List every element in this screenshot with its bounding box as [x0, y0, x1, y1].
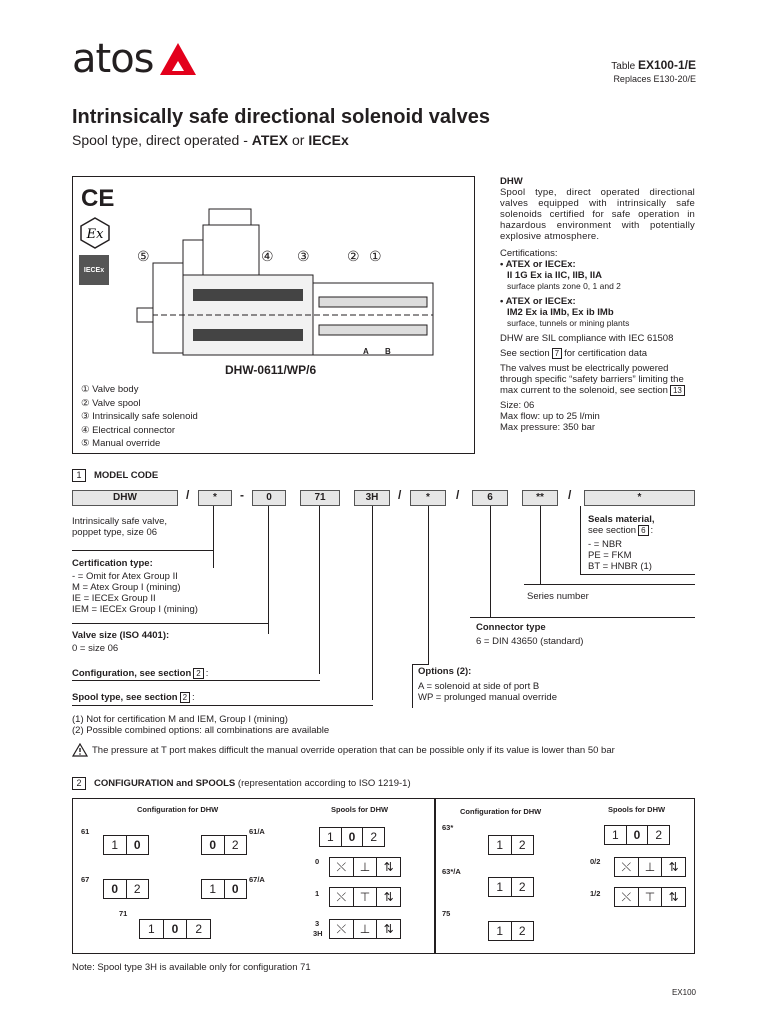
valve-size-value: 0 = size 06: [72, 643, 119, 654]
spool-symbol-0-2: [614, 857, 686, 877]
spool-label: 0: [315, 857, 320, 866]
table-prefix: Table: [611, 61, 636, 72]
subtitle-or: or: [288, 132, 309, 148]
sym-cell: 2: [133, 882, 141, 896]
section-heading: CONFIGURATION and SPOOLS: [94, 778, 236, 789]
config-label: 71: [119, 909, 128, 918]
sym-cell: 0: [202, 836, 225, 854]
section-1-header: [72, 469, 158, 482]
cert-type-title: Certification type:: [72, 558, 153, 569]
sym-cell: 2: [370, 830, 378, 844]
sym-cell: 2: [195, 922, 203, 936]
section-heading-note: (representation according to ISO 1219-1): [237, 778, 411, 789]
max-pressure-text: Max pressure: 350 bar: [500, 422, 596, 433]
sym-cell: 2: [518, 880, 526, 894]
sil-text: DHW are SIL compliance with IEC 61508: [500, 333, 674, 344]
seals-see: see section 6 :: [588, 525, 654, 536]
port-a: A: [363, 347, 369, 356]
ce-mark: CE: [81, 185, 115, 212]
sym-cell: ⤬: [330, 920, 354, 938]
connector-line: [428, 506, 429, 664]
sym-cell: ⊥: [354, 920, 378, 938]
sym-cell: 0: [627, 826, 649, 844]
code-box-size: 0: [252, 490, 286, 506]
section-2-header: [72, 777, 411, 790]
size-text: Size: 06: [500, 400, 535, 411]
code-box-seals: *: [584, 490, 695, 506]
sym-cell: ⤬: [330, 888, 354, 906]
config-label: 63*: [442, 823, 454, 832]
seals-item: - = NBR: [588, 539, 623, 550]
spool-symbol-0: [329, 857, 401, 877]
section-number: 2: [72, 777, 86, 790]
description: [500, 176, 695, 433]
valve-size-title: Valve size (ISO 4401):: [72, 630, 170, 641]
valve-size-block: [72, 630, 169, 654]
barriers-body: The valves must be electrically powered through specific “safety barriers” limiting the max current to the solenoid, see section: [500, 363, 684, 396]
config-box-left: [72, 798, 435, 954]
config-box-right: [435, 798, 695, 954]
subtitle-text: Spool type, direct operated -: [72, 132, 252, 148]
section-heading: MODEL CODE: [94, 470, 159, 481]
connector-block: [476, 622, 583, 647]
connector-line: [72, 680, 320, 681]
options-title: Options (2):: [418, 666, 472, 677]
seals-block: [588, 514, 655, 572]
cert-type-item: - = Omit for Atex Group II: [72, 571, 178, 582]
connector-line: [470, 617, 695, 618]
subtitle-iecex: IECEx: [308, 132, 349, 148]
legend-item: ④ Electrical connector: [81, 424, 176, 436]
connector-line: [372, 506, 373, 700]
cert-label: Certifications:: [500, 248, 558, 259]
connector-line: [319, 506, 320, 674]
connector-value: 6 = DIN 43650 (standard): [476, 636, 584, 647]
cert2-desc: surface, tunnels or mining plants: [507, 318, 630, 328]
replaces: Replaces E130-20/E: [613, 74, 696, 84]
code-separator: /: [186, 488, 190, 502]
section-ref[interactable]: 13: [670, 385, 685, 396]
sym-cell: 1: [104, 836, 127, 854]
sym-cell: 2: [231, 838, 239, 852]
code-separator: /: [456, 488, 460, 502]
options-block: [418, 666, 557, 703]
sym-cell: 1: [140, 920, 164, 938]
config-label: 67/A: [249, 875, 265, 884]
options-item: WP = prolunged manual override: [418, 692, 557, 703]
connector-line: [412, 664, 413, 708]
callout-5: ⑤: [137, 248, 150, 264]
sym-cell: 0: [342, 828, 364, 846]
sym-cell: ⊤: [354, 888, 378, 906]
callout-4: ④: [261, 248, 274, 264]
config-label: 61/A: [249, 827, 265, 836]
spool-symbol-3: [329, 919, 401, 939]
cert-type-block: [72, 558, 198, 615]
config-symbol-75: [488, 921, 534, 941]
code-separator: /: [568, 488, 572, 502]
connector-line: [490, 506, 491, 618]
warning-text: The pressure at T port makes difficult the manual override operation that can be possible only if its value is lower than 50 bar: [92, 744, 615, 756]
warning-line: [72, 743, 615, 757]
cert1-desc: surface plants zone 0, 1 and 2: [507, 281, 621, 291]
table-ref: [611, 58, 696, 84]
options-item: A = solenoid at side of port B: [418, 681, 540, 692]
logo-text: atos: [72, 36, 154, 82]
config-symbol-67: [103, 879, 149, 899]
ex-hexagon-icon: [79, 217, 111, 249]
spools-title: Spools for DHW: [608, 805, 666, 814]
cert-type-item: M = Atex Group I (mining): [72, 582, 181, 593]
cert1-code: II 1G Ex ia IIC, IIB, IIA: [507, 270, 603, 281]
notes: [72, 714, 329, 736]
configuration-text: Configuration, see section: [72, 668, 192, 679]
sym-cell: ⊥: [639, 858, 663, 876]
connector-line: [540, 506, 541, 584]
config-symbol-71: [139, 919, 211, 939]
figure-caption: DHW-0611/WP/6: [225, 363, 317, 377]
sym-cell: ⇅: [668, 860, 679, 874]
code-box-spool: 3H: [354, 490, 390, 506]
section-ref[interactable]: 6: [638, 525, 648, 536]
port-b: B: [385, 347, 391, 356]
sym-cell: ⇅: [383, 860, 394, 874]
sym-cell: 0: [104, 880, 127, 898]
spool-label: 3: [315, 919, 320, 928]
section-ref[interactable]: 2: [193, 668, 203, 679]
section-ref[interactable]: 7: [552, 348, 562, 359]
connector-line: [580, 506, 581, 574]
spool-type-text: Spool type, see section: [72, 692, 178, 703]
spool-label: 0/2: [590, 857, 601, 866]
code-box-options: *: [410, 490, 446, 506]
sym-cell: 0: [133, 838, 141, 852]
legend-item: ⑤ Manual override: [81, 438, 161, 449]
page-title: Intrinsically safe directional solenoid valves: [72, 106, 490, 128]
warning-icon: [72, 743, 88, 757]
section-ref[interactable]: 2: [180, 692, 190, 703]
cert2-code: IM2 Ex ia IMb, Ex ib IMb: [507, 307, 614, 318]
description-heading: DHW: [500, 176, 523, 187]
legend-item: ③ Intrinsically safe solenoid: [81, 411, 198, 422]
sym-cell: 1: [489, 922, 512, 940]
code-box-connector: 6: [472, 490, 508, 506]
sym-cell: ⊤: [639, 888, 663, 906]
seals-item: BT = HNBR (1): [588, 561, 652, 572]
connector-line: [213, 506, 214, 568]
page-subtitle: [72, 132, 349, 148]
code-separator: /: [398, 488, 402, 502]
seals-see-text: see section: [588, 525, 637, 536]
config-symbol-63a: [488, 877, 534, 897]
sym-cell: ⇅: [668, 890, 679, 904]
legend-item: ② Valve spool: [81, 397, 141, 409]
connector-line: [72, 550, 214, 551]
sym-cell: ⤬: [330, 858, 354, 876]
sym-cell: 2: [518, 924, 526, 938]
sym-cell: ⇅: [383, 922, 394, 936]
spools-title: Spools for DHW: [331, 805, 389, 814]
section-number: 1: [72, 469, 86, 482]
figure-box: [72, 176, 475, 454]
config-symbol-63: [488, 835, 534, 855]
see-section-text: See section: [500, 348, 550, 359]
connector-line: [72, 705, 373, 706]
cert-type-item: IE = IECEx Group II: [72, 593, 156, 604]
see-section-tail: for certification data: [564, 348, 648, 359]
valve-description: Intrinsically safe valve, poppet type, size 06: [72, 516, 168, 538]
code-box-config: 71: [300, 490, 340, 506]
series-number: Series number: [527, 591, 589, 602]
config-label: 75: [442, 909, 451, 918]
sym-cell: 0: [164, 920, 188, 938]
atos-logo: [72, 36, 198, 82]
iecex-mark: [79, 255, 109, 285]
code-box-cert: *: [198, 490, 232, 506]
iecex-mark-text: IECEx: [83, 266, 105, 274]
cert2-title: • ATEX or IECEx:: [500, 296, 576, 307]
sym-cell: 1: [202, 880, 225, 898]
connector-title: Connector type: [476, 622, 546, 633]
config-note: Note: Spool type 3H is available only for configuration 71: [72, 962, 311, 973]
sym-cell: ⤬: [615, 858, 639, 876]
spool-type-line: Spool type, see section 2 :: [72, 692, 195, 703]
seals-item: PE = FKM: [588, 550, 632, 561]
config-symbol-67a: [201, 879, 247, 899]
sym-cell: 1: [489, 878, 512, 896]
connector-line: [524, 584, 695, 585]
config-title: Configuration for DHW: [460, 807, 542, 816]
config-symbol-61a: [201, 835, 247, 855]
config-symbol-61: [103, 835, 149, 855]
seals-title: Seals material,: [588, 514, 655, 525]
sym-cell: 2: [655, 828, 663, 842]
config-label: 63*/A: [442, 867, 461, 876]
spool-label: 1/2: [590, 889, 601, 898]
connector-line: [268, 506, 269, 634]
spool-symbol-1-2: [614, 887, 686, 907]
config-title: Configuration for DHW: [137, 805, 219, 814]
note-2: (2) Possible combined options: all combinations are available: [72, 725, 330, 736]
callout-3: ③: [297, 248, 310, 264]
sym-cell: 0: [231, 882, 239, 896]
sym-cell: 1: [605, 826, 627, 844]
spool-label: 1: [315, 889, 320, 898]
callout-1: ①: [369, 248, 382, 264]
spool-label: 3H: [313, 929, 323, 938]
code-box-series: **: [522, 490, 558, 506]
connector-line: [72, 623, 269, 624]
code-box-dhw: DHW: [72, 490, 178, 506]
figure-legend: [81, 383, 198, 451]
svg-text:Ex: Ex: [86, 227, 104, 242]
table-id: EX100-1/E: [637, 58, 696, 72]
connector-line: [580, 574, 695, 575]
sym-cell: 1: [320, 828, 342, 846]
sym-cell: 1: [489, 836, 512, 854]
description-text: Spool type, direct operated directional valves equipped with intrinsically safe solenoids certified for safe operation in hazardous environment with potentially explosive atmosphere.: [500, 187, 695, 242]
code-separator: -: [240, 488, 244, 502]
connector-line: [412, 664, 429, 665]
see-section-line: [500, 348, 695, 359]
sym-cell: ⊥: [354, 858, 378, 876]
callout-2: ②: [347, 248, 360, 264]
sym-cell: ⤬: [615, 888, 639, 906]
max-flow-text: Max flow: up to 25 l/min: [500, 411, 600, 422]
sym-cell: ⇅: [383, 890, 394, 904]
config-label: 67: [81, 875, 90, 884]
page-footer: EX100: [671, 988, 696, 997]
configuration-line: Configuration, see section 2 :: [72, 668, 209, 679]
sym-cell: 2: [518, 838, 526, 852]
legend-item: ① Valve body: [81, 384, 139, 395]
logo-triangle-icon: [158, 41, 198, 77]
spool-symbol-header: [319, 827, 385, 847]
cert-type-item: IEM = IECEx Group I (mining): [72, 604, 198, 615]
config-label: 61: [81, 827, 90, 836]
valve-drawing: [133, 205, 453, 360]
spool-symbol-1: [329, 887, 401, 907]
note-1: (1) Not for certification M and IEM, Group I (mining): [72, 714, 288, 725]
cert1-title: • ATEX or IECEx:: [500, 259, 576, 270]
subtitle-atex: ATEX: [251, 132, 289, 148]
spool-symbol-header-right: [604, 825, 670, 845]
barriers-text: [500, 363, 695, 396]
